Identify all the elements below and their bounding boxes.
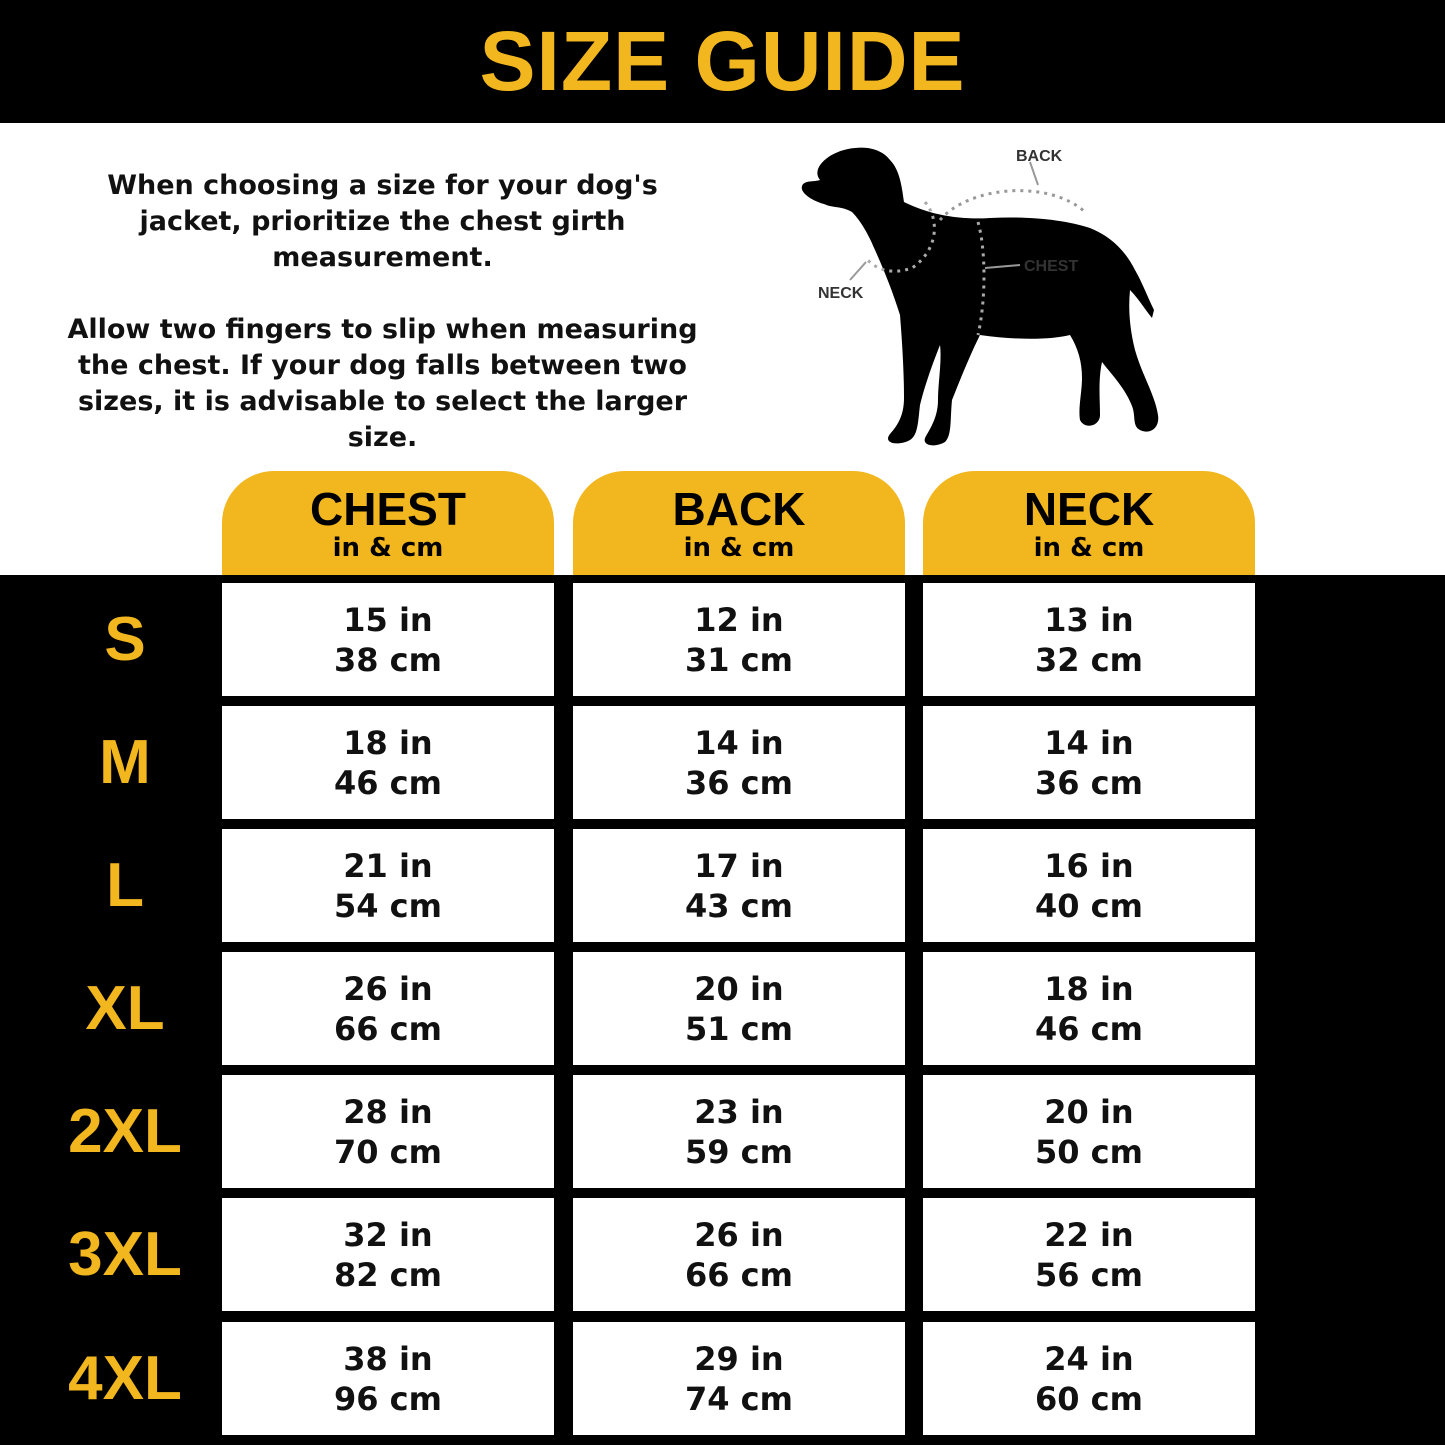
inch-value: 18 in bbox=[1044, 969, 1134, 1008]
neck-cell bbox=[923, 583, 1255, 696]
cm-value: 66 cm bbox=[685, 1255, 793, 1294]
inch-value: 20 in bbox=[694, 969, 784, 1008]
table-row bbox=[0, 706, 1445, 819]
inch-value: 12 in bbox=[694, 600, 784, 639]
table-row bbox=[0, 583, 1445, 696]
column-unit: in & cm bbox=[1033, 533, 1145, 563]
column-header-neck bbox=[923, 471, 1255, 575]
cm-value: 50 cm bbox=[1035, 1132, 1143, 1171]
size-label: XL bbox=[85, 974, 165, 1043]
size-label: S bbox=[104, 605, 146, 674]
inch-value: 26 in bbox=[343, 969, 433, 1008]
back-cell bbox=[573, 1322, 905, 1435]
cm-value: 56 cm bbox=[1035, 1255, 1143, 1294]
cm-value: 46 cm bbox=[334, 763, 442, 802]
cm-value: 46 cm bbox=[1035, 1009, 1143, 1048]
inch-value: 28 in bbox=[343, 1092, 433, 1131]
neck-label: NECK bbox=[818, 285, 864, 302]
intro-paragraph-1: When choosing a size for your dog's jacket, prioritize the chest girth measurement. bbox=[107, 170, 658, 273]
cm-value: 60 cm bbox=[1035, 1379, 1143, 1418]
table-row bbox=[0, 1322, 1445, 1435]
cm-value: 51 cm bbox=[685, 1009, 793, 1048]
inch-value: 32 in bbox=[343, 1215, 433, 1254]
cm-value: 43 cm bbox=[685, 886, 793, 925]
back-cell bbox=[573, 952, 905, 1065]
size-label: 3XL bbox=[68, 1220, 182, 1289]
inch-value: 18 in bbox=[343, 723, 433, 762]
table-row bbox=[0, 952, 1445, 1065]
chest-cell bbox=[222, 706, 554, 819]
inch-value: 26 in bbox=[694, 1215, 784, 1254]
inch-value: 17 in bbox=[694, 846, 784, 885]
dog-silhouette-icon bbox=[780, 130, 1200, 470]
cm-value: 70 cm bbox=[334, 1132, 442, 1171]
inch-value: 14 in bbox=[694, 723, 784, 762]
back-cell bbox=[573, 583, 905, 696]
back-label: BACK bbox=[1016, 148, 1063, 165]
size-label: 4XL bbox=[68, 1344, 182, 1413]
neck-cell bbox=[923, 706, 1255, 819]
inch-value: 13 in bbox=[1044, 600, 1134, 639]
neck-cell bbox=[923, 1198, 1255, 1311]
cm-value: 54 cm bbox=[334, 886, 442, 925]
column-header-back bbox=[573, 471, 905, 575]
page-title: SIZE GUIDE bbox=[479, 14, 966, 108]
inch-value: 21 in bbox=[343, 846, 433, 885]
cm-value: 36 cm bbox=[1035, 763, 1143, 802]
cm-value: 36 cm bbox=[685, 763, 793, 802]
back-cell bbox=[573, 829, 905, 942]
cm-value: 38 cm bbox=[334, 640, 442, 679]
back-cell bbox=[573, 1198, 905, 1311]
inch-value: 24 in bbox=[1044, 1339, 1134, 1378]
inch-value: 29 in bbox=[694, 1339, 784, 1378]
back-cell bbox=[573, 706, 905, 819]
neck-cell bbox=[923, 829, 1255, 942]
chest-label: CHEST bbox=[1024, 258, 1079, 275]
cm-value: 74 cm bbox=[685, 1379, 793, 1418]
column-title: NECK bbox=[1023, 483, 1155, 535]
size-table bbox=[0, 575, 1445, 1445]
inch-value: 20 in bbox=[1044, 1092, 1134, 1131]
chest-cell bbox=[222, 1198, 554, 1311]
chest-cell bbox=[222, 952, 554, 1065]
cm-value: 31 cm bbox=[685, 640, 793, 679]
neck-cell bbox=[923, 1075, 1255, 1188]
chest-cell bbox=[222, 829, 554, 942]
chest-cell bbox=[222, 583, 554, 696]
size-label: 2XL bbox=[68, 1097, 182, 1166]
cm-value: 82 cm bbox=[334, 1255, 442, 1294]
table-row bbox=[0, 1075, 1445, 1188]
inch-value: 22 in bbox=[1044, 1215, 1134, 1254]
column-title: BACK bbox=[672, 483, 806, 535]
inch-value: 16 in bbox=[1044, 846, 1134, 885]
column-unit: in & cm bbox=[332, 533, 444, 563]
cm-value: 32 cm bbox=[1035, 640, 1143, 679]
size-label: L bbox=[106, 851, 144, 920]
back-cell bbox=[573, 1075, 905, 1188]
neck-cell bbox=[923, 1322, 1255, 1435]
chest-cell bbox=[222, 1322, 554, 1435]
column-unit: in & cm bbox=[683, 533, 795, 563]
size-label: M bbox=[99, 728, 151, 797]
neck-cell bbox=[923, 952, 1255, 1065]
cm-value: 59 cm bbox=[685, 1132, 793, 1171]
cm-value: 40 cm bbox=[1035, 886, 1143, 925]
cm-value: 66 cm bbox=[334, 1009, 442, 1048]
table-row bbox=[0, 1198, 1445, 1311]
intro-paragraph-2: Allow two fingers to slip when measuring the chest. If your dog falls between two sizes, it is advisable to select the larger size. bbox=[67, 314, 698, 453]
inch-value: 14 in bbox=[1044, 723, 1134, 762]
table-row bbox=[0, 829, 1445, 942]
inch-value: 23 in bbox=[694, 1092, 784, 1131]
chest-cell bbox=[222, 1075, 554, 1188]
column-header-chest bbox=[222, 471, 554, 575]
inch-value: 38 in bbox=[343, 1339, 433, 1378]
cm-value: 96 cm bbox=[334, 1379, 442, 1418]
column-title: CHEST bbox=[310, 483, 466, 535]
header-bar bbox=[0, 0, 1445, 123]
intro-text bbox=[60, 168, 705, 492]
inch-value: 15 in bbox=[343, 600, 433, 639]
